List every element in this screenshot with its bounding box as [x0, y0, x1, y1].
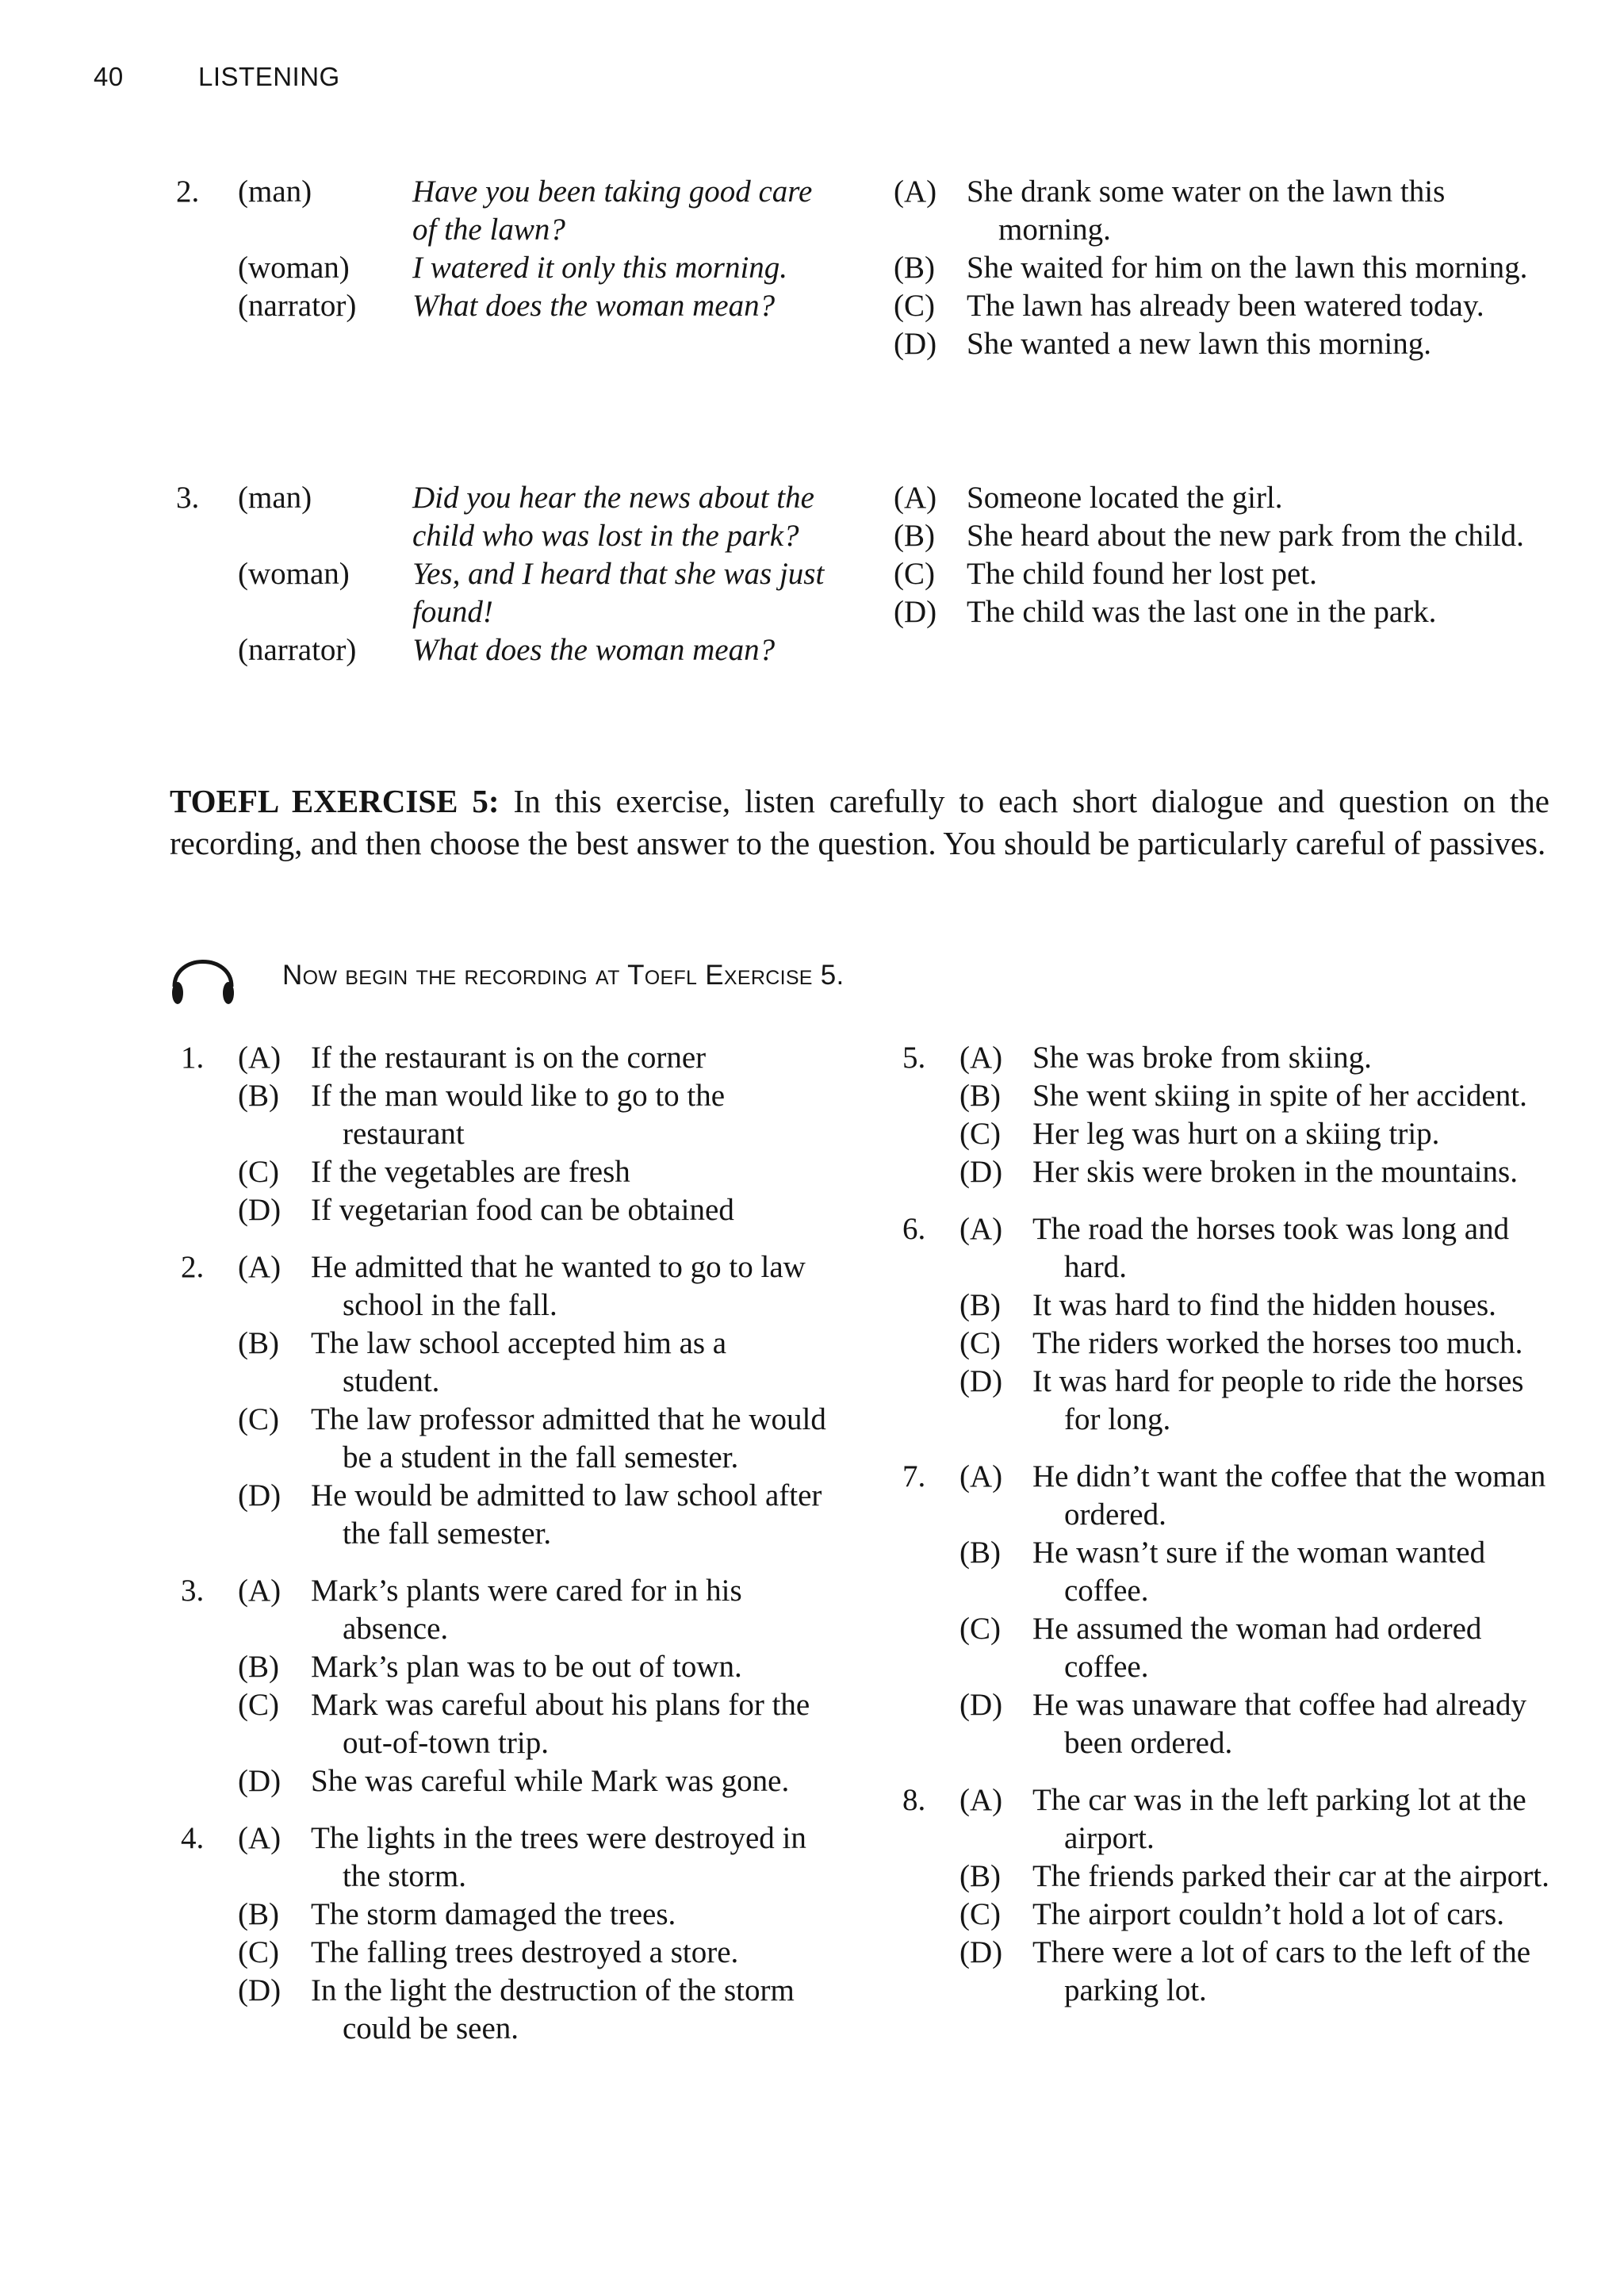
option-text: The lawn has already been watered today.	[967, 289, 1484, 323]
option-text: She wanted a new lawn this morning.	[967, 327, 1431, 361]
option-letter: (A)	[959, 1459, 1003, 1493]
option-letter: (C)	[238, 1935, 279, 1969]
question	[181, 1039, 831, 1229]
option-text: Mark’s plan was to be out of town.	[311, 1650, 742, 1684]
option-letter: (D)	[894, 327, 937, 361]
question	[902, 1781, 1553, 2010]
option-letter: (D)	[238, 1478, 282, 1513]
option-text: The friends parked their car at the airport.	[1032, 1859, 1549, 1893]
question-number: 6.	[902, 1212, 926, 1246]
questions-left-column	[181, 1039, 831, 2067]
page-number: 40	[94, 62, 124, 91]
option-text: He didn’t want the coffee that the woman ordered.	[1032, 1459, 1546, 1532]
question	[902, 1210, 1553, 1439]
option-text: She was broke from skiing.	[1032, 1041, 1372, 1075]
option-text: The lights in the trees were destroyed in the storm.	[311, 1821, 806, 1893]
question-number: 1.	[181, 1041, 205, 1075]
option-text: She drank some water on the lawn this morning.	[967, 174, 1446, 247]
option-text: Her skis were broken in the mountains.	[1032, 1155, 1518, 1189]
option-text: There were a lot of cars to the left of the parking lot.	[1032, 1935, 1531, 2007]
option-letter: (B)	[959, 1288, 1001, 1322]
page-header	[94, 62, 340, 92]
question-number: 5.	[902, 1041, 926, 1075]
option-letter: (A)	[894, 174, 937, 209]
exercise-title: TOEFL EXERCISE 5:	[170, 783, 500, 819]
option-text: The storm damaged the trees.	[311, 1897, 676, 1931]
option-text: If the vegetables are fresh	[311, 1155, 630, 1189]
speaker: (narrator)	[238, 633, 357, 667]
recording-instruction: Now begin the recording at Toefl Exercise 5.	[282, 960, 845, 991]
option-text: The airport couldn’t hold a lot of cars.	[1032, 1897, 1504, 1931]
option-letter: (C)	[894, 557, 935, 591]
option-text: If the restaurant is on the corner	[311, 1041, 707, 1075]
example-number: 3.	[176, 481, 200, 515]
option-text: Her leg was hurt on a skiing trip.	[1032, 1117, 1440, 1151]
option-text: She was careful while Mark was gone.	[311, 1764, 790, 1798]
utterance: I watered it only this morning.	[412, 251, 788, 285]
option-text: He would be admitted to law school after the fall semester.	[311, 1478, 822, 1551]
utterance: Yes, and I heard that she was just found!	[412, 557, 825, 629]
example-number: 2.	[176, 174, 200, 209]
recording-note	[167, 937, 1118, 1009]
option-text: It was hard to find the hidden houses.	[1032, 1288, 1496, 1322]
option-text: The law professor admitted that he would be a student in the fall semester.	[311, 1402, 826, 1474]
option-letter: (A)	[238, 1041, 282, 1075]
option-letter: (C)	[959, 1612, 1001, 1646]
option-letter: (C)	[894, 289, 935, 323]
option-text: Mark was careful about his plans for the out-of-town trip.	[311, 1688, 810, 1760]
exercise-instructions	[170, 780, 1549, 865]
option-text: It was hard for people to ride the horses for long.	[1032, 1364, 1524, 1436]
option-letter: (D)	[959, 1688, 1003, 1722]
option-text: He wasn’t sure if the woman wanted coffee.	[1032, 1536, 1486, 1608]
speaker: (woman)	[238, 557, 350, 591]
option-text: In the light the destruction of the storm could be seen.	[311, 1973, 795, 2046]
question-number: 7.	[902, 1459, 926, 1493]
speaker: (man)	[238, 174, 312, 209]
option-letter: (D)	[959, 1935, 1003, 1969]
option-text: Mark’s plants were cared for in his absence.	[311, 1574, 742, 1646]
option-text: The car was in the left parking lot at the airport.	[1032, 1783, 1526, 1855]
option-letter: (B)	[894, 519, 935, 553]
option-letter: (D)	[894, 595, 937, 629]
option-text: The riders worked the horses too much.	[1032, 1326, 1523, 1360]
question	[181, 1572, 831, 1800]
option-letter: (C)	[959, 1897, 1001, 1931]
option-text: Someone located the girl.	[967, 481, 1283, 515]
option-text: She heard about the new park from the child.	[967, 519, 1524, 553]
option-letter: (C)	[238, 1155, 279, 1189]
option-text: He admitted that he wanted to go to law school in the fall.	[311, 1250, 806, 1322]
option-letter: (B)	[959, 1536, 1001, 1570]
speaker: (woman)	[238, 251, 350, 285]
option-letter: (C)	[238, 1402, 279, 1436]
answer-options	[894, 173, 1548, 363]
speaker: (narrator)	[238, 289, 357, 323]
question	[902, 1458, 1553, 1762]
question	[181, 1248, 831, 1553]
question-number: 8.	[902, 1783, 926, 1817]
dialogue	[238, 173, 856, 325]
option-letter: (B)	[238, 1079, 279, 1113]
option-text: He was unaware that coffee had already been ordered.	[1032, 1688, 1526, 1760]
option-letter: (B)	[894, 251, 935, 285]
dialogue	[238, 479, 856, 669]
option-letter: (A)	[959, 1041, 1003, 1075]
option-text: The law school accepted him as a student.	[311, 1326, 727, 1398]
option-letter: (A)	[959, 1212, 1003, 1246]
option-letter: (D)	[238, 1193, 282, 1227]
option-letter: (A)	[238, 1821, 282, 1855]
option-text: The child found her lost pet.	[967, 557, 1317, 591]
option-text: She went skiing in spite of her accident.	[1032, 1079, 1527, 1113]
option-letter: (C)	[238, 1688, 279, 1722]
option-letter: (D)	[238, 1764, 282, 1798]
question-number: 4.	[181, 1821, 205, 1855]
option-letter: (A)	[959, 1783, 1003, 1817]
option-letter: (B)	[238, 1650, 279, 1684]
option-letter: (A)	[894, 481, 937, 515]
option-text: The road the horses took was long and hard.	[1032, 1212, 1510, 1284]
answer-options	[894, 479, 1548, 631]
question	[902, 1039, 1553, 1191]
option-letter: (C)	[959, 1326, 1001, 1360]
utterance: Have you been taking good care of the lawn?	[412, 174, 813, 247]
option-letter: (B)	[959, 1079, 1001, 1113]
option-letter: (B)	[238, 1326, 279, 1360]
option-letter: (A)	[238, 1250, 282, 1284]
option-letter: (A)	[238, 1574, 282, 1608]
questions-right-column	[902, 1039, 1553, 2029]
option-text: The child was the last one in the park.	[967, 595, 1437, 629]
utterance: What does the woman mean?	[412, 289, 776, 323]
option-letter: (C)	[959, 1117, 1001, 1151]
headphones-icon	[167, 937, 239, 1009]
option-letter: (D)	[959, 1364, 1003, 1398]
question-number: 3.	[181, 1574, 205, 1608]
utterance: Did you hear the news about the child who was lost in the park?	[412, 481, 814, 553]
option-letter: (D)	[959, 1155, 1003, 1189]
question	[181, 1819, 831, 2048]
question-number: 2.	[181, 1250, 205, 1284]
option-letter: (B)	[959, 1859, 1001, 1893]
option-text: If vegetarian food can be obtained	[311, 1193, 734, 1227]
option-text: The falling trees destroyed a store.	[311, 1935, 739, 1969]
speaker: (man)	[238, 481, 312, 515]
option-text: He assumed the woman had ordered coffee.	[1032, 1612, 1482, 1684]
utterance: What does the woman mean?	[412, 633, 776, 667]
option-text: She waited for him on the lawn this morning.	[967, 251, 1528, 285]
option-letter: (D)	[238, 1973, 282, 2007]
instructions-text: In this exercise, listen carefully to each short dialogue and question on the recording, and then choose the best answer to the question. You should be particularly careful of passives.	[170, 783, 1550, 861]
section-title: LISTENING	[198, 62, 340, 91]
option-text: If the man would like to go to the restaurant	[311, 1079, 726, 1151]
option-letter: (B)	[238, 1897, 279, 1931]
